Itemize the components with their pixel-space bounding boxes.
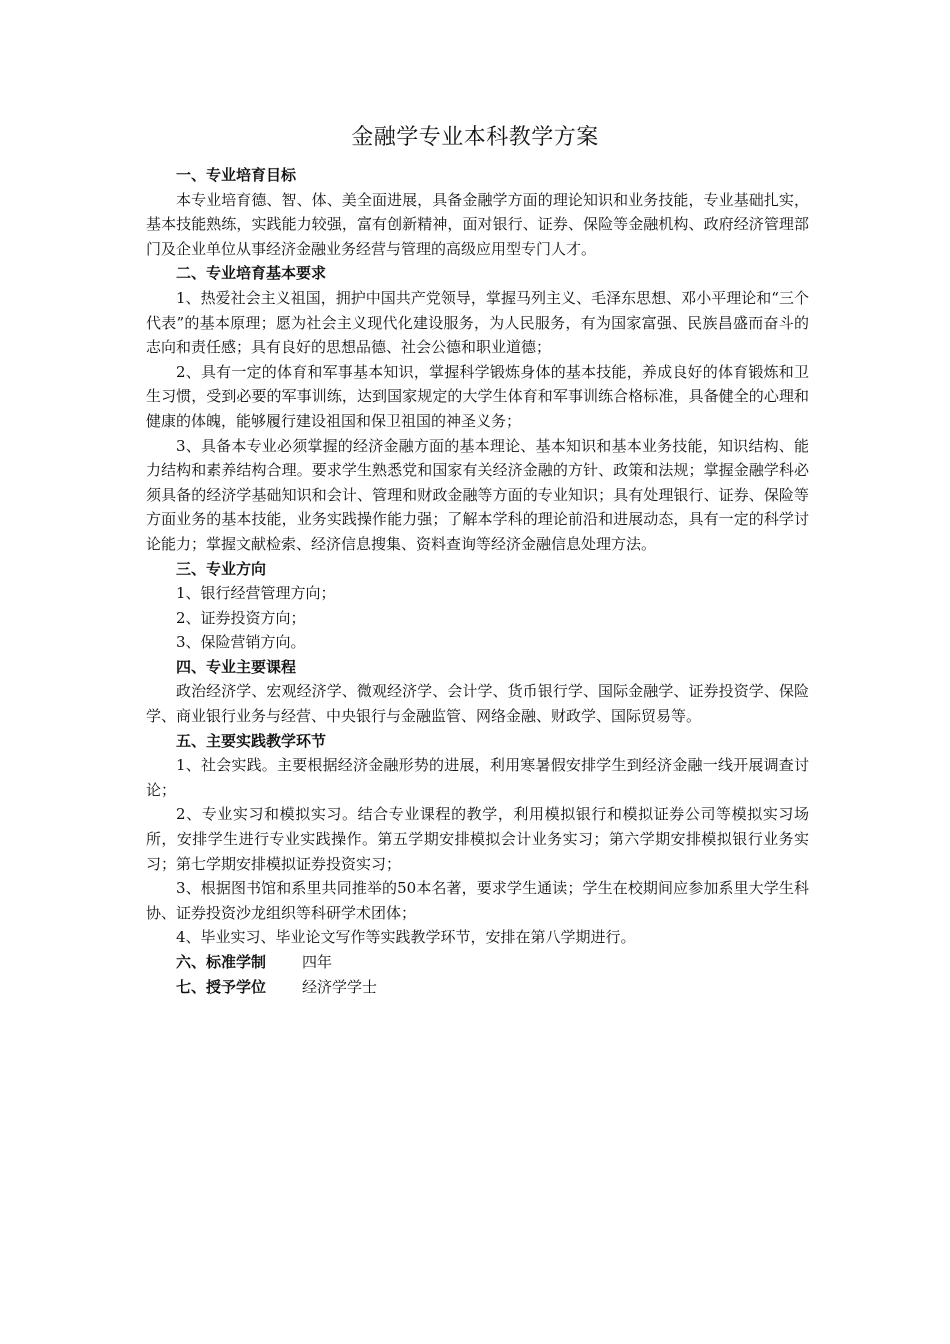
paragraph: 2、具有一定的体育和军事基本知识，掌握科学锻炼身体的基本技能，养成良好的体育锻炼和卫生习惯，受到必要的军事训练，达到国家规定的大学生体育和军事训练合格标准，具备健全的心理和健康的体魄，能够履行建设祖国和保卫祖国的神圣义务； (146, 362, 809, 430)
paragraph: 3、根据图书馆和系里共同推举的50本名著，要求学生通读；学生在校期间应参加系里大学生科协、证券投资沙龙组织等科研学术团体； (146, 879, 809, 922)
paragraph: 3、具备本专业必须掌握的经济金融方面的基本理论、基本知识和基本业务技能，知识结构、能力结构和素养结构合理。要求学生熟悉党和国家有关经济金融的方针、政策和法规；掌握金融学科必须具备的经济学基础知识和会计、管理和财政金融等方面的专业知识；具有处理银行、证券、保险等方面业务的基本技能，业务实践操作能力强；了解本学科的理论前沿和进展动态，具有一定的科学讨论能力；掌握文献检索、经济信息搜集、资料查询等经济金融信息处理方法。 (146, 436, 809, 553)
section-heading: 一、专业培育目标 (176, 166, 297, 184)
section-practice (146, 729, 809, 950)
section-duration (146, 950, 809, 975)
paragraph: 1、热爱社会主义祖国，拥护中国共产党领导，掌握马列主义、毛泽东思想、邓小平理论和“三个代表”的基本原理；愿为社会主义现代化建设服务，为人民服务，有为国家富强、民族昌盛而奋斗的志向和责任感；具有良好的思想品德、社会公德和职业道德； (146, 288, 809, 357)
paragraph: 4、毕业实习、毕业论文写作等实践教学环节，安排在第八学期进行。 (176, 928, 636, 947)
section-heading: 三、专业方向 (176, 559, 267, 578)
section-heading: 七、授予学位 (176, 977, 267, 996)
section-degree (146, 975, 809, 1000)
section-heading: 六、标准学制 (176, 953, 267, 971)
section-basic-requirements (146, 261, 809, 556)
section-heading: 四、专业主要课程 (176, 657, 297, 676)
list-item: 3、保险营销方向。 (176, 633, 306, 652)
paragraph: 本专业培育德、智、体、美全面进展，具备金融学方面的理论知识和业务技能，专业基础扎实，基本技能熟练，实践能力较强，富有创新精神，面对银行、证券、保险等金融机构、政府经济管理部门及企业单位从事经济金融业务经营与管理的高级应用型专门人才。 (146, 190, 809, 258)
document-body (146, 163, 809, 999)
paragraph: 政治经济学、宏观经济学、微观经济学、会计学、货币银行学、国际金融学、证券投资学、保险学、商业银行业务与经营、中央银行与金融监管、网络金融、财政学、国际贸易等。 (146, 682, 809, 726)
list-item: 2、证券投资方向； (176, 608, 306, 627)
section-heading: 五、主要实践教学环节 (176, 731, 327, 750)
section-main-courses (146, 655, 809, 729)
paragraph: 2、专业实习和模拟实习。结合专业课程的教学，利用模拟银行和模拟证券公司等模拟实习场所，安排学生进行专业实践操作。第五学期安排模拟会计业务实习；第六学期安排模拟银行业务实习；第七学期安排模拟证券投资实习； (146, 805, 809, 873)
section-value: 四年 (302, 953, 333, 971)
section-training-goal (146, 163, 809, 261)
list-item: 1、银行经营管理方向； (176, 584, 336, 603)
paragraph: 1、社会实践。主要根据经济金融形势的进展，利用寒暑假安排学生到经济金融一线开展调查讨论； (146, 756, 809, 799)
section-heading: 二、专业培育基本要求 (176, 264, 327, 283)
section-value: 经济学学士 (302, 977, 378, 996)
document-title: 金融学专业本科教学方案 (351, 125, 599, 150)
section-specialization (146, 557, 809, 655)
